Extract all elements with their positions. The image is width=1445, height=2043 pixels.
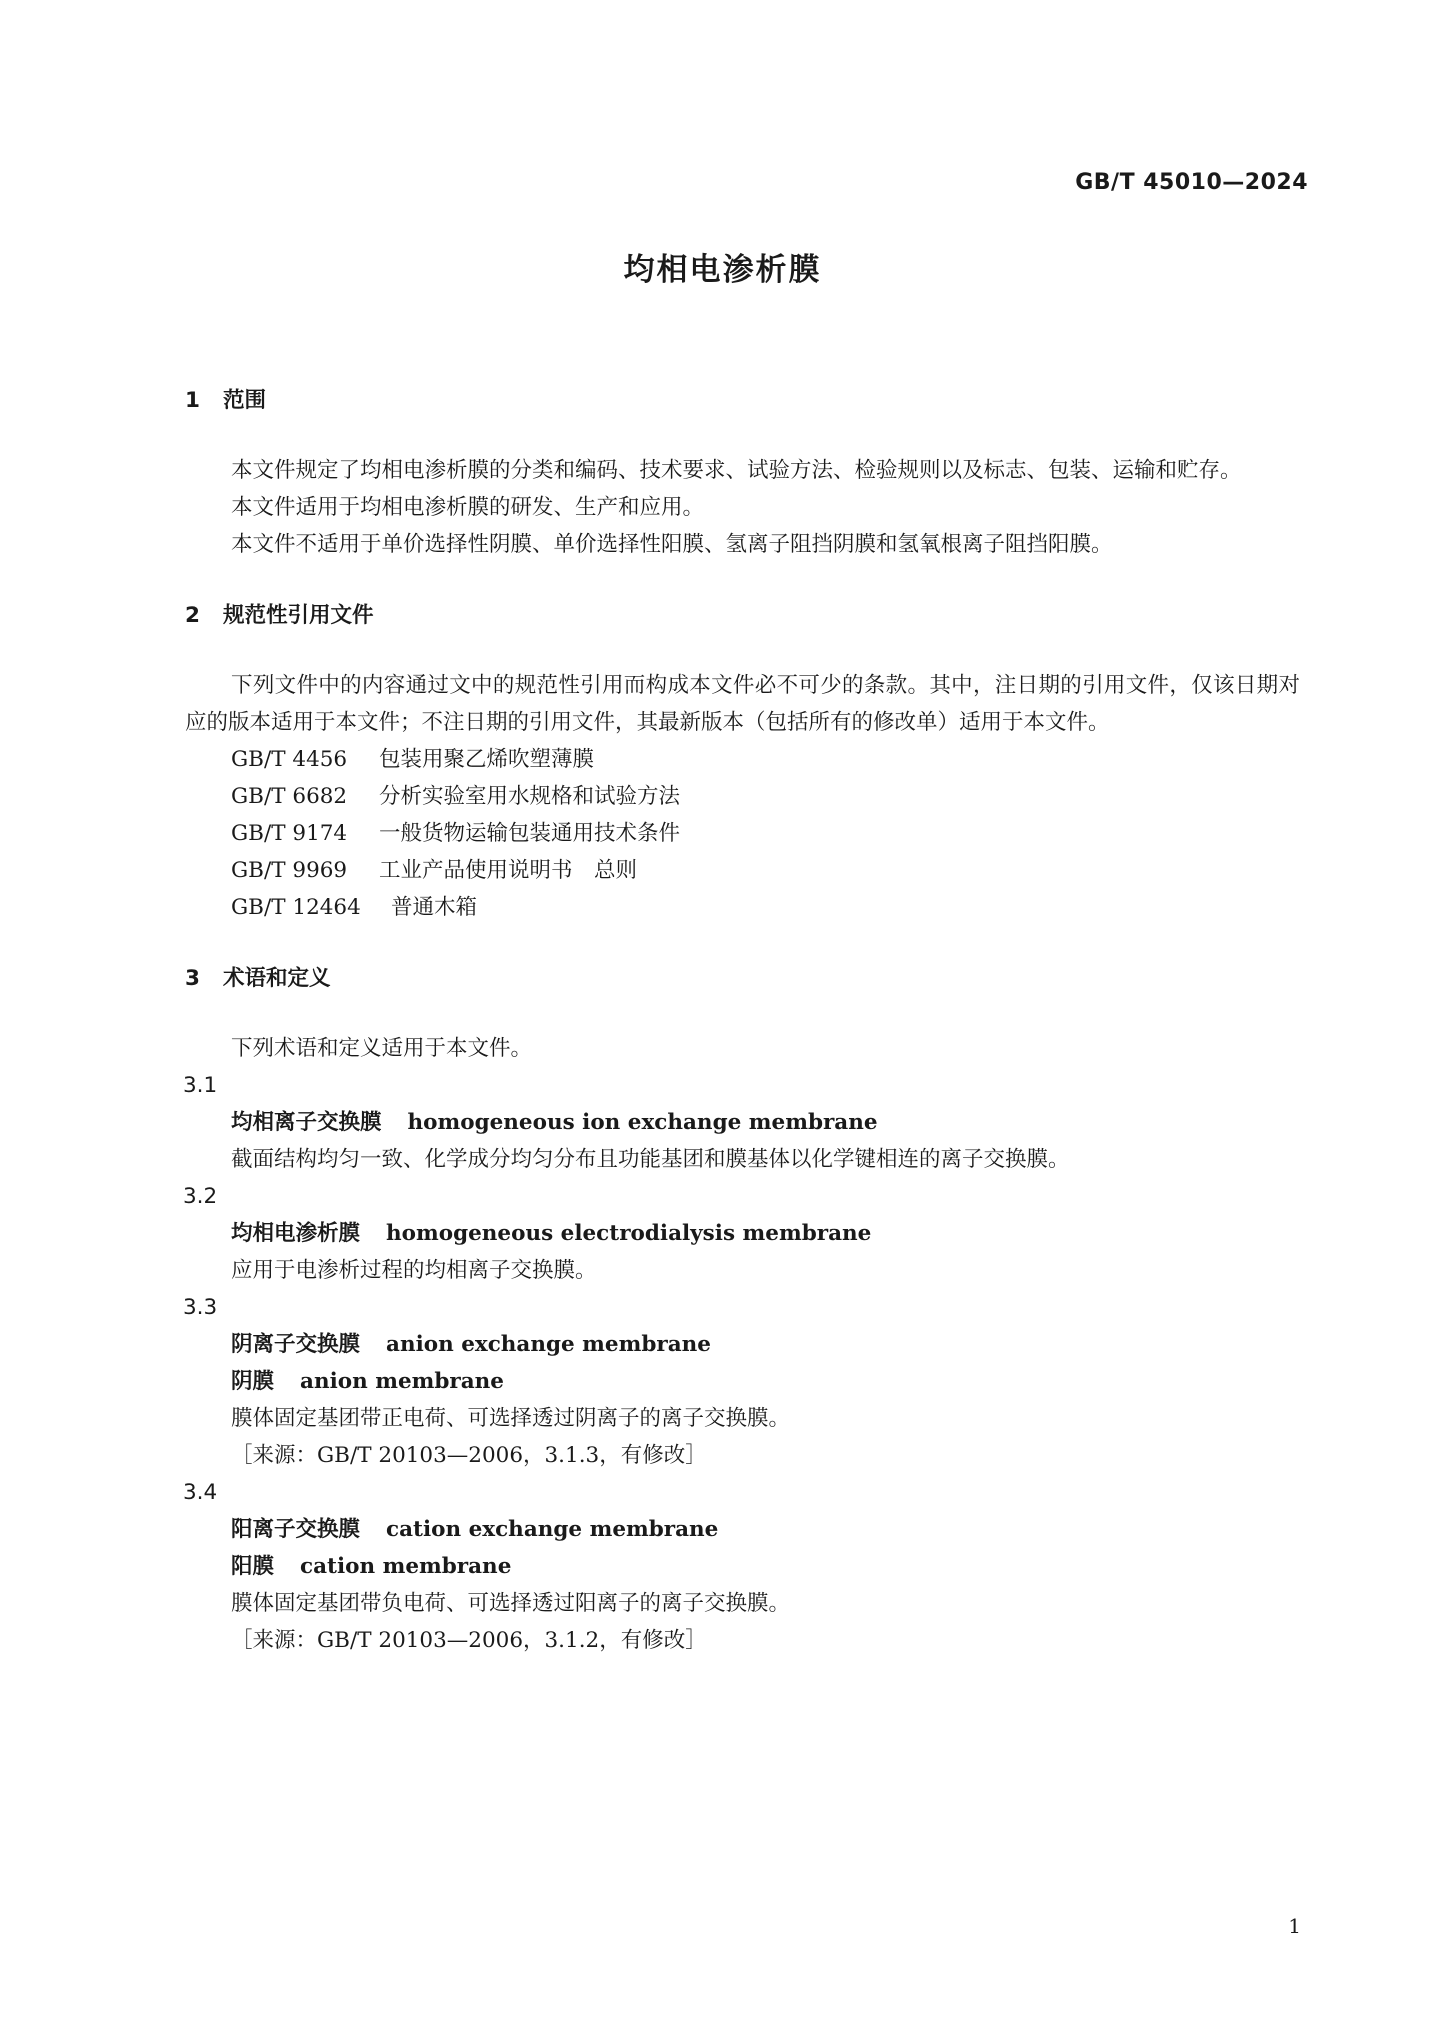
term-definition: 截面结构均匀一致、化学成分均匀分布且功能基团和膜基体以化学键相连的离子交换膜。 [231, 1147, 1070, 1172]
section-title: 范围 [223, 388, 267, 413]
reference-title: 包装用聚乙烯吹塑薄膜 [379, 747, 595, 772]
term-number: 3.1 [183, 1073, 218, 1098]
term-alt-en: anion membrane [300, 1369, 504, 1394]
reference-item [185, 741, 1300, 778]
paragraph: 本文件规定了均相电渗析膜的分类和编码、技术要求、试验方法、检验规则以及标志、包装、运输和贮存。 [231, 458, 1242, 483]
term-synonym [185, 1363, 1300, 1400]
reference-item [185, 778, 1300, 815]
document-body [185, 382, 1300, 1659]
term-number: 3.2 [183, 1184, 218, 1209]
reference-code: GB/T 4456 [231, 747, 348, 772]
section-number: 1 [185, 388, 200, 413]
document-title: 均相电渗析膜 [623, 252, 822, 288]
term-number: 3.3 [183, 1295, 218, 1320]
reference-title: 分析实验室用水规格和试验方法 [379, 784, 681, 809]
section-title: 术语和定义 [223, 966, 331, 991]
reference-title: 一般货物运输包装通用技术条件 [379, 821, 681, 846]
term-alt-en: cation membrane [300, 1554, 512, 1579]
term-definition: 膜体固定基团带负电荷、可选择透过阳离子的离子交换膜。 [231, 1591, 791, 1616]
term-alt-zh: 阴膜 [231, 1369, 275, 1394]
term-en: cation exchange membrane [386, 1517, 719, 1542]
section-number: 3 [185, 966, 200, 991]
term-entry [185, 1326, 1300, 1363]
reference-item [185, 889, 1300, 926]
paragraph: 下列术语和定义适用于本文件。 [231, 1036, 533, 1061]
section-heading-normative-references [185, 597, 1300, 634]
reference-code: GB/T 6682 [231, 784, 348, 809]
term-en: anion exchange membrane [386, 1332, 711, 1357]
term-definition: 应用于电渗析过程的均相离子交换膜。 [231, 1258, 597, 1283]
term-entry [185, 1104, 1300, 1141]
paragraph: 下列文件中的内容通过文中的规范性引用而构成本文件必不可少的条款。其中，注日期的引用文件，仅该日期对应的版本适用于本文件；不注日期的引用文件，其最新版本（包括所有的修改单）适用于本文件。 [185, 673, 1300, 735]
term-definition: 膜体固定基团带正电荷、可选择透过阴离子的离子交换膜。 [231, 1406, 791, 1431]
term-zh: 均相离子交换膜 [231, 1110, 382, 1135]
term-en: homogeneous electrodialysis membrane [386, 1221, 872, 1246]
reference-title: 工业产品使用说明书 总则 [379, 858, 638, 883]
term-number: 3.4 [183, 1480, 218, 1505]
reference-code: GB/T 12464 [231, 895, 361, 920]
term-entry [185, 1511, 1300, 1548]
term-zh: 均相电渗析膜 [231, 1221, 361, 1246]
reference-code: GB/T 9174 [231, 821, 348, 846]
term-entry [185, 1215, 1300, 1252]
term-en: homogeneous ion exchange membrane [407, 1110, 878, 1135]
term-alt-zh: 阳膜 [231, 1554, 275, 1579]
reference-title: 普通木箱 [391, 895, 478, 920]
page-number: 1 [1288, 1914, 1301, 1938]
term-synonym [185, 1548, 1300, 1585]
paragraph: 本文件适用于均相电渗析膜的研发、生产和应用。 [231, 495, 705, 520]
section-heading-terms-definitions [185, 960, 1300, 997]
term-source: ［来源：GB/T 20103—2006，3.1.3，有修改］ [231, 1443, 707, 1468]
term-source: ［来源：GB/T 20103—2006，3.1.2，有修改］ [231, 1628, 707, 1653]
term-zh: 阳离子交换膜 [231, 1517, 361, 1542]
section-number: 2 [185, 603, 200, 628]
reference-item [185, 852, 1300, 889]
section-title: 规范性引用文件 [223, 603, 374, 628]
reference-code: GB/T 9969 [231, 858, 348, 883]
section-heading-scope [185, 382, 1300, 419]
term-zh: 阴离子交换膜 [231, 1332, 361, 1357]
standard-code: GB/T 45010—2024 [1075, 170, 1308, 195]
paragraph: 本文件不适用于单价选择性阴膜、单价选择性阳膜、氢离子阻挡阴膜和氢氧根离子阻挡阳膜。 [231, 532, 1113, 557]
reference-item [185, 815, 1300, 852]
